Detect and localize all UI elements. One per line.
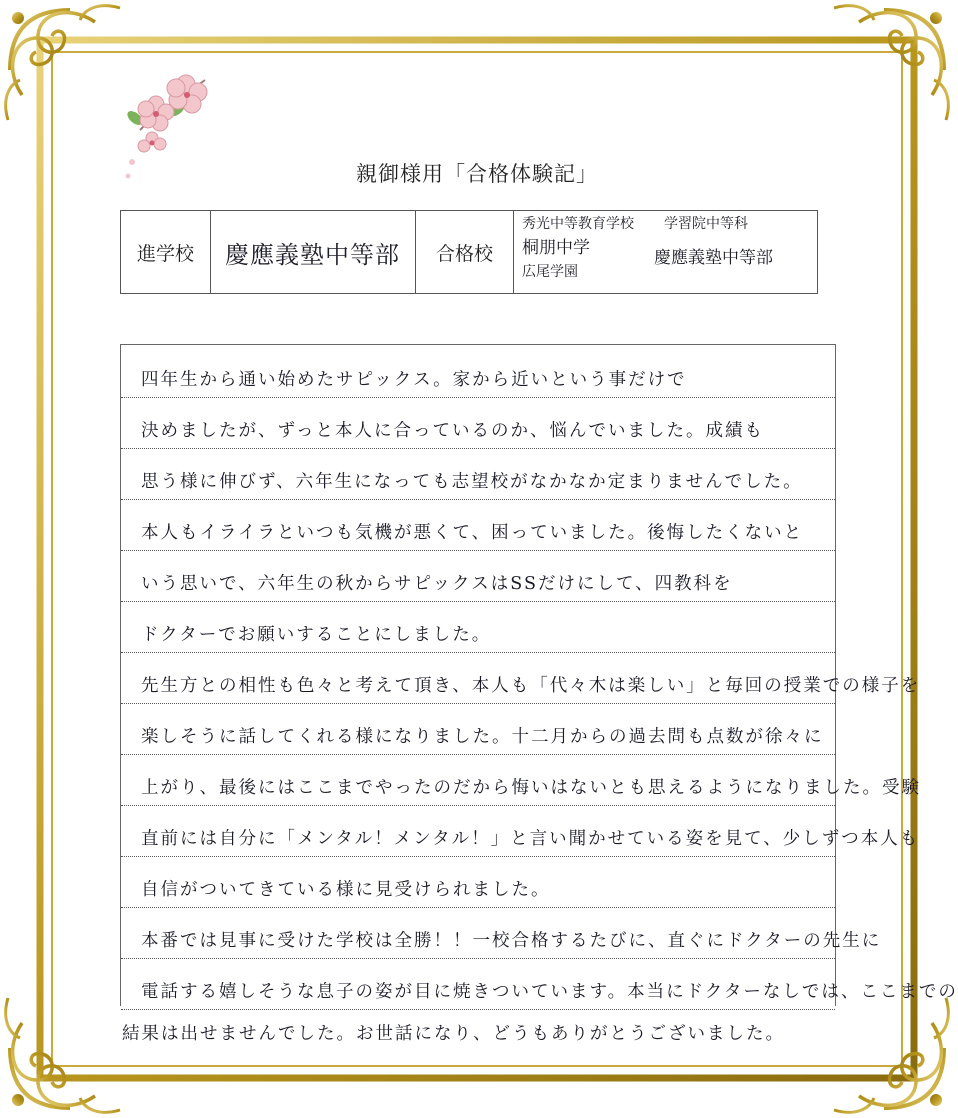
essay-line: 先生方との相性も色々と考えて頂き、本人も「代々木は楽しい」と毎回の授業での様子を: [121, 651, 835, 704]
essay-line: 上がり、最後にはここまでやったのだから悔いはないとも思えるようになりました。受験: [121, 753, 835, 806]
essay-line: 思う様に伸びず、六年生になっても志望校がなかなか定まりませんでした。: [121, 447, 835, 500]
essay-line: 楽しそうに話してくれる様になりました。十二月からの過去問も点数が徐々に: [121, 702, 835, 755]
essay-line: 直前には自分に「メンタル！メンタル！」と言い聞かせている姿を見て、少しずつ本人も: [121, 804, 835, 857]
passed-schools-list: [514, 211, 817, 293]
essay-line: 本番では見事に受けた学校は全勝！！一校合格するたびに、直ぐにドクターの先生に: [121, 906, 835, 959]
essay-line: いう思いで、六年生の秋からサピックスはSSだけにして、四教科を: [121, 549, 835, 602]
essay-line: 決めましたが、ずっと本人に合っているのか、悩んでいました。成績も: [121, 396, 835, 449]
enrolled-school-value: 慶應義塾中等部: [211, 211, 416, 293]
enrolled-school-label: 進学校: [121, 211, 211, 293]
essay-closing-line: 結果は出せませんでした。お世話になり、どうもありがとうございました。: [122, 1024, 785, 1044]
school-info-table: [120, 210, 818, 294]
essay-line: ドクターでお願いすることにしました。: [121, 600, 835, 653]
essay-line: 電話する嬉しそうな息子の姿が目に焼きついています。本当にドクターなしでは、ここまでの: [121, 957, 835, 1010]
passed-school-item: 秀光中等教育学校: [522, 216, 634, 232]
essay-body: [120, 344, 958, 1006]
passed-schools-label: 合格校: [416, 211, 514, 293]
essay-line: 自信がついてきている様に見受けられました。: [121, 855, 835, 908]
passed-school-item: 慶應義塾中等部: [654, 248, 773, 268]
essay-line: 四年生から通い始めたサピックス。家から近いという事だけで: [121, 345, 835, 398]
passed-school-item: 学習院中等科: [664, 216, 748, 232]
essay-line: 本人もイライラといつも気機が悪くて、困っていました。後悔したくないと: [121, 498, 835, 551]
passed-school-item: 桐朋中学: [522, 238, 590, 258]
page-title: 親御様用「合格体験記」: [356, 162, 598, 186]
passed-school-item: 広尾学園: [522, 264, 578, 280]
